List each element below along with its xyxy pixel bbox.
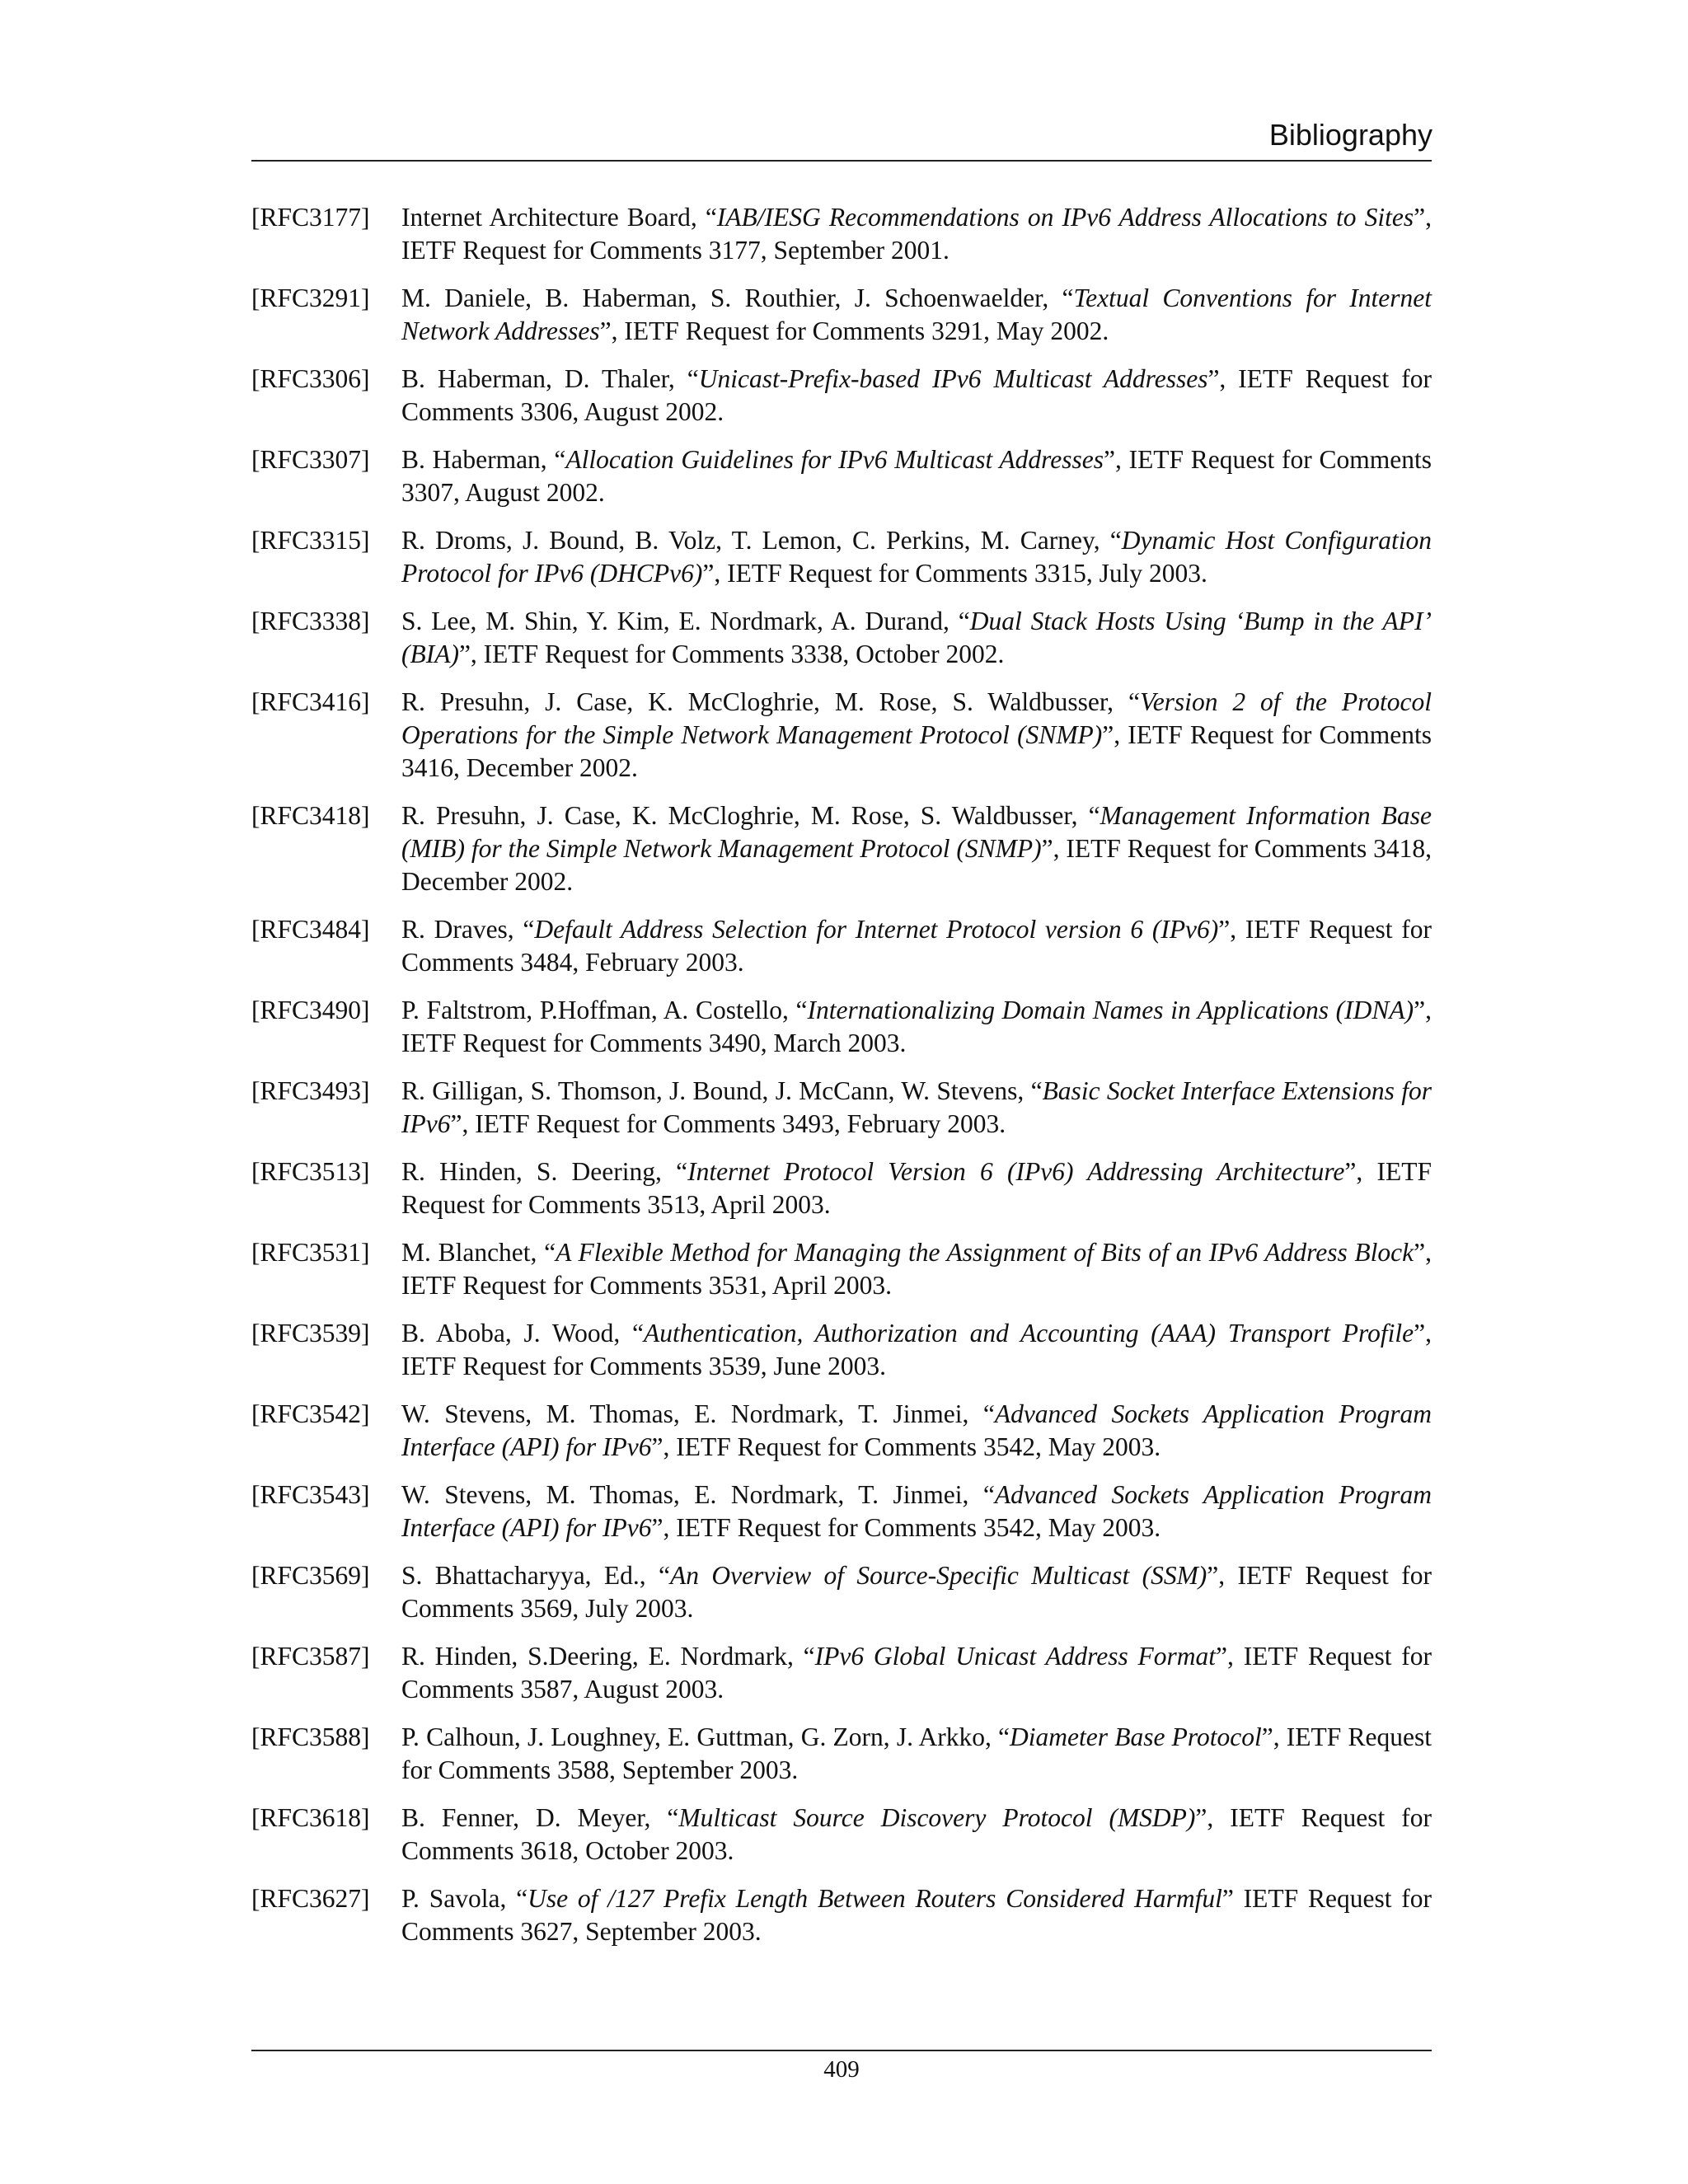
reference-details: ”, IETF Request for Comments 3484, February 2003.: [401, 915, 1432, 977]
running-header: Bibliography: [1268, 118, 1432, 152]
reference-authors: S. Lee, M. Shin, Y. Kim, E. Nordmark, A. Durand, “: [401, 607, 970, 635]
reference-entry: [251, 363, 1432, 429]
reference-text: [401, 1640, 1432, 1706]
reference-entry: [251, 1721, 1432, 1787]
reference-list: [251, 201, 1432, 1963]
reference-entry: [251, 686, 1432, 785]
reference-authors: Internet Architecture Board, “: [401, 203, 717, 232]
reference-entry: [251, 799, 1432, 898]
reference-entry: [251, 1559, 1432, 1625]
reference-title: Textual Conventions for Internet Network Addresses: [401, 284, 1432, 345]
reference-entry: [251, 282, 1432, 348]
reference-authors: W. Stevens, M. Thomas, E. Nordmark, T. Jinmei, “: [401, 1399, 995, 1428]
header-rule: [251, 160, 1432, 162]
reference-details: ”, IETF Request for Comments 3307, August 2002.: [401, 445, 1432, 507]
reference-text: [401, 1559, 1432, 1625]
reference-authors: R. Gilligan, S. Thomson, J. Bound, J. McCann, W. Stevens, “: [401, 1076, 1043, 1105]
reference-title: Multicast Source Discovery Protocol (MSDP): [678, 1803, 1196, 1832]
reference-entry: [251, 1882, 1432, 1948]
reference-text: [401, 686, 1432, 785]
reference-entry: [251, 1398, 1432, 1464]
reference-title: Allocation Guidelines for IPv6 Multicast Addresses: [565, 445, 1104, 474]
reference-text: [401, 282, 1432, 348]
reference-title: Use of /127 Prefix Length Between Routers Considered Harmful: [528, 1884, 1222, 1913]
reference-title: Default Address Selection for Internet Protocol version 6 (IPv6): [534, 915, 1219, 944]
reference-text: [401, 605, 1432, 671]
reference-key: [RFC3291]: [251, 284, 370, 312]
reference-key: [RFC3490]: [251, 996, 370, 1024]
reference-details: ”, IETF Request for Comments 3618, October 2003.: [401, 1803, 1432, 1865]
reference-text: [401, 524, 1432, 590]
reference-title: Dual Stack Hosts Using ‘Bump in the API’ (BIA): [401, 607, 1432, 668]
reference-entry: [251, 1802, 1432, 1868]
reference-key: [RFC3569]: [251, 1561, 370, 1590]
reference-text: [401, 443, 1432, 509]
reference-details: ”, IETF Request for Comments 3306, August 2002.: [401, 364, 1432, 426]
reference-details: ” IETF Request for Comments 3627, September 2003.: [401, 1884, 1432, 1946]
reference-entry: [251, 1236, 1432, 1302]
reference-authors: M. Daniele, B. Haberman, S. Routhier, J. Schoenwaelder, “: [401, 284, 1074, 312]
reference-entry: [251, 913, 1432, 979]
reference-authors: R. Droms, J. Bound, B. Volz, T. Lemon, C. Perkins, M. Carney, “: [401, 526, 1122, 555]
reference-key: [RFC3338]: [251, 607, 370, 635]
reference-details: ”, IETF Request for Comments 3177, September 2001.: [401, 203, 1432, 265]
reference-authors: P. Savola, “: [401, 1884, 528, 1913]
reference-authors: R. Presuhn, J. Case, K. McCloghrie, M. Rose, S. Waldbusser, “: [401, 801, 1100, 830]
reference-text: [401, 799, 1432, 898]
reference-key: [RFC3484]: [251, 915, 370, 944]
reference-text: [401, 1479, 1432, 1544]
reference-key: [RFC3307]: [251, 445, 370, 474]
reference-authors: M. Blanchet, “: [401, 1238, 556, 1267]
reference-details: ”, IETF Request for Comments 3418, December 2002.: [401, 834, 1432, 896]
reference-text: [401, 1802, 1432, 1868]
reference-title: Authentication, Authorization and Accounting (AAA) Transport Profile: [643, 1319, 1414, 1347]
reference-title: An Overview of Source-Specific Multicast (SSM): [670, 1561, 1207, 1590]
reference-details: ”, IETF Request for Comments 3416, December 2002.: [401, 720, 1432, 782]
reference-entry: [251, 605, 1432, 671]
reference-title: Advanced Sockets Application Program Interface (API) for IPv6: [401, 1480, 1432, 1542]
reference-key: [RFC3543]: [251, 1480, 370, 1509]
reference-key: [RFC3618]: [251, 1803, 370, 1832]
reference-authors: B. Fenner, D. Meyer, “: [401, 1803, 679, 1832]
reference-authors: R. Hinden, S. Deering, “: [401, 1157, 688, 1186]
reference-text: [401, 1075, 1432, 1141]
reference-text: [401, 1398, 1432, 1464]
reference-authors: B. Haberman, D. Thaler, “: [401, 364, 699, 393]
reference-key: [RFC3627]: [251, 1884, 370, 1913]
reference-text: [401, 363, 1432, 429]
reference-authors: R. Draves, “: [401, 915, 535, 944]
reference-details: ”, IETF Request for Comments 3338, October 2002.: [458, 640, 1005, 668]
reference-title: IPv6 Global Unicast Address Format: [814, 1642, 1217, 1671]
reference-entry: [251, 201, 1432, 267]
reference-text: [401, 201, 1432, 267]
footer-rule: [251, 2050, 1432, 2051]
reference-entry: [251, 1075, 1432, 1141]
reference-text: [401, 1236, 1432, 1302]
reference-authors: B. Haberman, “: [401, 445, 566, 474]
reference-key: [RFC3587]: [251, 1642, 370, 1671]
reference-details: ”, IETF Request for Comments 3542, May 2003.: [651, 1513, 1161, 1542]
reference-title: IAB/IESG Recommendations on IPv6 Address Allocations to Sites: [716, 203, 1414, 232]
reference-title: Internationalizing Domain Names in Applications (IDNA): [807, 996, 1414, 1024]
reference-key: [RFC3306]: [251, 364, 370, 393]
reference-details: ”, IETF Request for Comments 3513, April 2003.: [401, 1157, 1432, 1219]
page-number: 409: [823, 2056, 860, 2083]
reference-entry: [251, 1640, 1432, 1706]
reference-key: [RFC3539]: [251, 1319, 370, 1347]
reference-details: ”, IETF Request for Comments 3539, June 2003.: [401, 1319, 1432, 1380]
reference-key: [RFC3588]: [251, 1722, 370, 1751]
reference-authors: P. Faltstrom, P.Hoffman, A. Costello, “: [401, 996, 808, 1024]
reference-authors: S. Bhattacharyya, Ed., “: [401, 1561, 671, 1590]
reference-entry: [251, 994, 1432, 1060]
reference-key: [RFC3531]: [251, 1238, 370, 1267]
reference-details: ”, IETF Request for Comments 3315, July 2003.: [702, 559, 1207, 588]
reference-text: [401, 913, 1432, 979]
reference-entry: [251, 1479, 1432, 1544]
reference-key: [RFC3416]: [251, 687, 370, 716]
reference-title: Version 2 of the Protocol Operations for the Simple Network Management Protocol (SNMP): [401, 687, 1432, 749]
reference-key: [RFC3418]: [251, 801, 370, 830]
reference-key: [RFC3493]: [251, 1076, 370, 1105]
reference-details: ”, IETF Request for Comments 3490, March 2003.: [401, 996, 1432, 1057]
reference-entry: [251, 524, 1432, 590]
reference-text: [401, 1317, 1432, 1383]
reference-details: ”, IETF Request for Comments 3291, May 2002.: [599, 316, 1109, 345]
reference-details: ”, IETF Request for Comments 3542, May 2003.: [651, 1432, 1161, 1461]
reference-key: [RFC3177]: [251, 203, 370, 232]
reference-entry: [251, 1155, 1432, 1221]
reference-details: ”, IETF Request for Comments 3569, July 2003.: [401, 1561, 1432, 1623]
reference-entry: [251, 1317, 1432, 1383]
reference-text: [401, 1721, 1432, 1787]
reference-authors: R. Hinden, S.Deering, E. Nordmark, “: [401, 1642, 815, 1671]
reference-details: ”, IETF Request for Comments 3588, September 2003.: [401, 1722, 1432, 1784]
reference-text: [401, 1882, 1432, 1948]
reference-title: Diameter Base Protocol: [1010, 1722, 1262, 1751]
reference-title: A Flexible Method for Managing the Assignment of Bits of an IPv6 Address Block: [556, 1238, 1414, 1267]
reference-entry: [251, 443, 1432, 509]
reference-details: ”, IETF Request for Comments 3587, August 2003.: [401, 1642, 1432, 1704]
reference-key: [RFC3315]: [251, 526, 370, 555]
reference-title: Internet Protocol Version 6 (IPv6) Addressing Architecture: [687, 1157, 1345, 1186]
reference-authors: P. Calhoun, J. Loughney, E. Guttman, G. Zorn, J. Arkko, “: [401, 1722, 1010, 1751]
reference-title: Dynamic Host Configuration Protocol for IPv6 (DHCPv6): [401, 526, 1432, 588]
reference-authors: R. Presuhn, J. Case, K. McCloghrie, M. Rose, S. Waldbusser, “: [401, 687, 1140, 716]
reference-authors: B. Aboba, J. Wood, “: [401, 1319, 644, 1347]
reference-details: ”, IETF Request for Comments 3493, February 2003.: [450, 1109, 1006, 1138]
reference-title: Basic Socket Interface Extensions for IPv6: [401, 1076, 1432, 1138]
reference-key: [RFC3542]: [251, 1399, 370, 1428]
reference-key: [RFC3513]: [251, 1157, 370, 1186]
reference-text: [401, 1155, 1432, 1221]
reference-title: Management Information Base (MIB) for the Simple Network Management Protocol (SNMP): [401, 801, 1432, 863]
reference-text: [401, 994, 1432, 1060]
reference-details: ”, IETF Request for Comments 3531, April 2003.: [401, 1238, 1432, 1300]
reference-title: Advanced Sockets Application Program Interface (API) for IPv6: [401, 1399, 1432, 1461]
reference-title: Unicast-Prefix-based IPv6 Multicast Addresses: [698, 364, 1208, 393]
reference-authors: W. Stevens, M. Thomas, E. Nordmark, T. Jinmei, “: [401, 1480, 995, 1509]
